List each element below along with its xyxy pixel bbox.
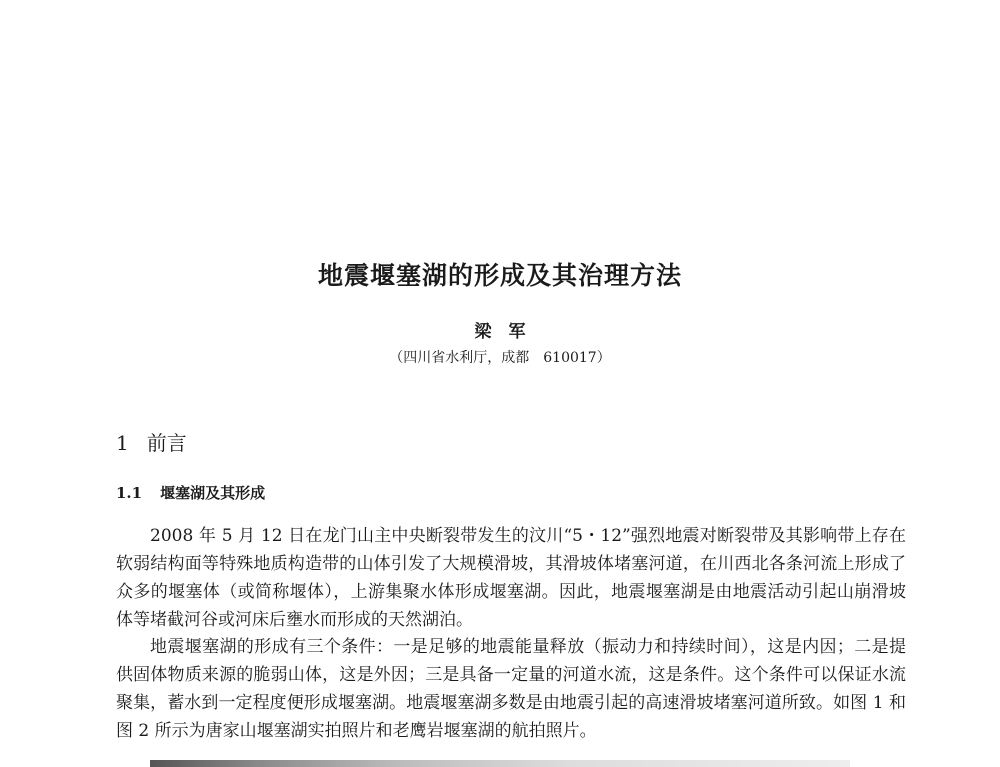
subsection-title: 堰塞湖及其形成 (160, 484, 266, 502)
section-title: 前言 (146, 431, 187, 455)
section-heading-1 (116, 427, 187, 456)
author-name: 梁 军 (474, 322, 526, 342)
body-paragraph: 地震堰塞湖的形成有三个条件：一是足够的地震能量释放（振动力和持续时间），这是内因；二是提供固体物质来源的脆弱山体，这是外因；三是具备一定量的河道水流，这是条件。这个条件可以保证水流聚集，蓄水到一定程度便形成堰塞湖。地震堰塞湖多数是由地震引起的高速滑坡堵塞河道所致。如图 1 和图 2 所示为唐家山堰塞湖实拍照片和老鹰岩堰塞湖的航拍照片。 (116, 637, 906, 741)
subsection-heading-1-1 (116, 482, 265, 503)
body-paragraph: 2008 年 5 月 12 日在龙门山主中央断裂带发生的汶川“5・12”强烈地震对断裂带及其影响带上存在软弱结构面等特殊地质构造带的山体引发了大规模滑坡，其滑坡体堵塞河道，在川西北各条河流上形成了众多的堰塞体（或简称堰体），上游集聚水体形成堰塞湖。因此，地震堰塞湖是由地震活动引起山崩滑坡体等堵截河谷或河床后壅水而形成的天然湖泊。 (116, 526, 906, 630)
section-number: 1 (116, 431, 129, 455)
figure-image-edge (150, 760, 850, 767)
subsection-number: 1.1 (116, 484, 143, 502)
author-affiliation: （四川省水利厅，成都 610017） (389, 350, 611, 366)
paper-title: 地震堰塞湖的形成及其治理方法 (317, 261, 682, 290)
